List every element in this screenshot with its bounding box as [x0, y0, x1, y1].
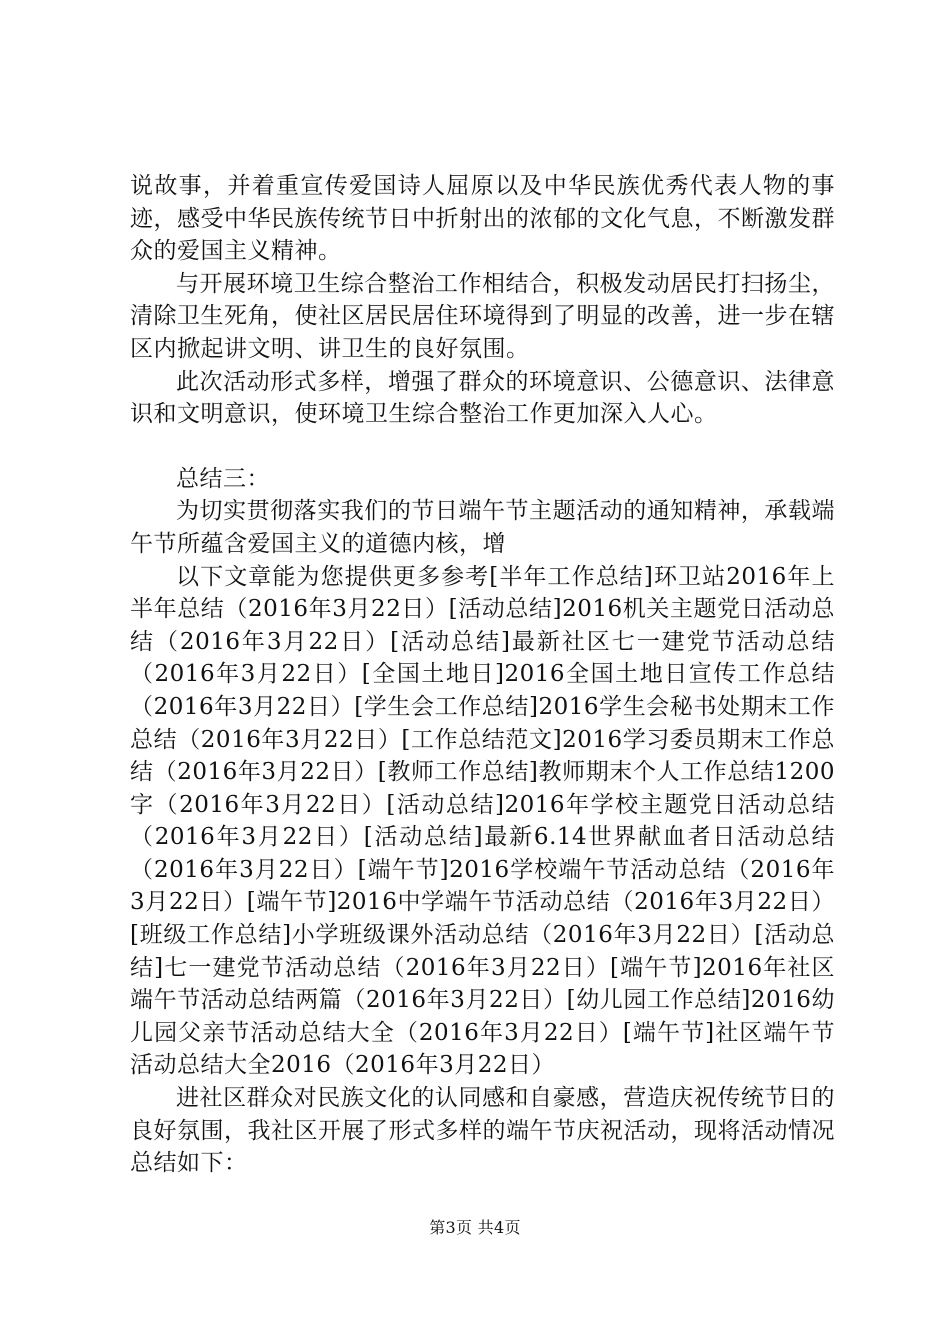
paragraph-activity-summary: 此次活动形式多样，增强了群众的环境意识、公德意识、法律意识和文明意识，使环境卫生综合整治工作更加深入人心。	[130, 368, 835, 428]
paragraph-environment: 与开展环境卫生综合整治工作相结合，积极发动居民打扫扬尘，清除卫生死角，使社区居民居住环境得到了明显的改善，进一步在辖区内掀起讲文明、讲卫生的良好氛围。	[130, 270, 835, 362]
section-heading: 总结三：	[176, 465, 270, 492]
paragraph-related-articles: 以下文章能为您提供更多参考[半年工作总结]环卫站2016年上半年总结（2016年3月22日）[活动总结]2016机关主题党日活动总结（2016年3月22日）[活动总结]最新社区七一建党节活动总结（2016年3月22日）[全国土地日]2016全国土地日宣传工作总结（2016年3月22日）[学生会工作总结]2016学生会秘书处期末工作总结（2016年3月22日）[工作总结范文]2016学习委员期末工作总结（2016年3月22日）[教师工作总结]教师期末个人工作总结1200字（2016年3月22日）[活动总结]2016年学校主题党日活动总结（2016年3月22日）[活动总结]最新6.14世界献血者日活动总结（2016年3月22日）[端午节]2016学校端午节活动总结（2016年3月22日）[端午节]2016中学端午节活动总结（2016年3月22日）[班级工作总结]小学班级课外活动总结（2016年3月22日）[活动总结]七一建党节活动总结（2016年3月22日）[端午节]2016年社区端午节活动总结两篇（2016年3月22日）[幼儿园工作总结]2016幼儿园父亲节活动总结大全（2016年3月22日）[端午节]社区端午节活动总结大全2016（2016年3月22日）	[130, 563, 835, 1079]
paragraph-continuation: 说故事，并着重宣传爱国诗人屈原以及中华民族优秀代表人物的事迹，感受中华民族传统节日中折射出的浓郁的文化气息，不断激发群众的爱国主义精神。	[130, 173, 835, 265]
paragraph-closing: 进社区群众对民族文化的认同感和自豪感，营造庆祝传统节日的良好氛围，我社区开展了形式多样的端午节庆祝活动，现将活动情况总结如下：	[130, 1085, 835, 1177]
body-text	[130, 170, 835, 1180]
page-number-footer: 第3页 共4页	[429, 1218, 521, 1237]
paragraph-intro: 为切实贯彻落实我们的节日端午节主题活动的通知精神，承载端午节所蕴含爱国主义的道德内核，增	[130, 498, 835, 557]
